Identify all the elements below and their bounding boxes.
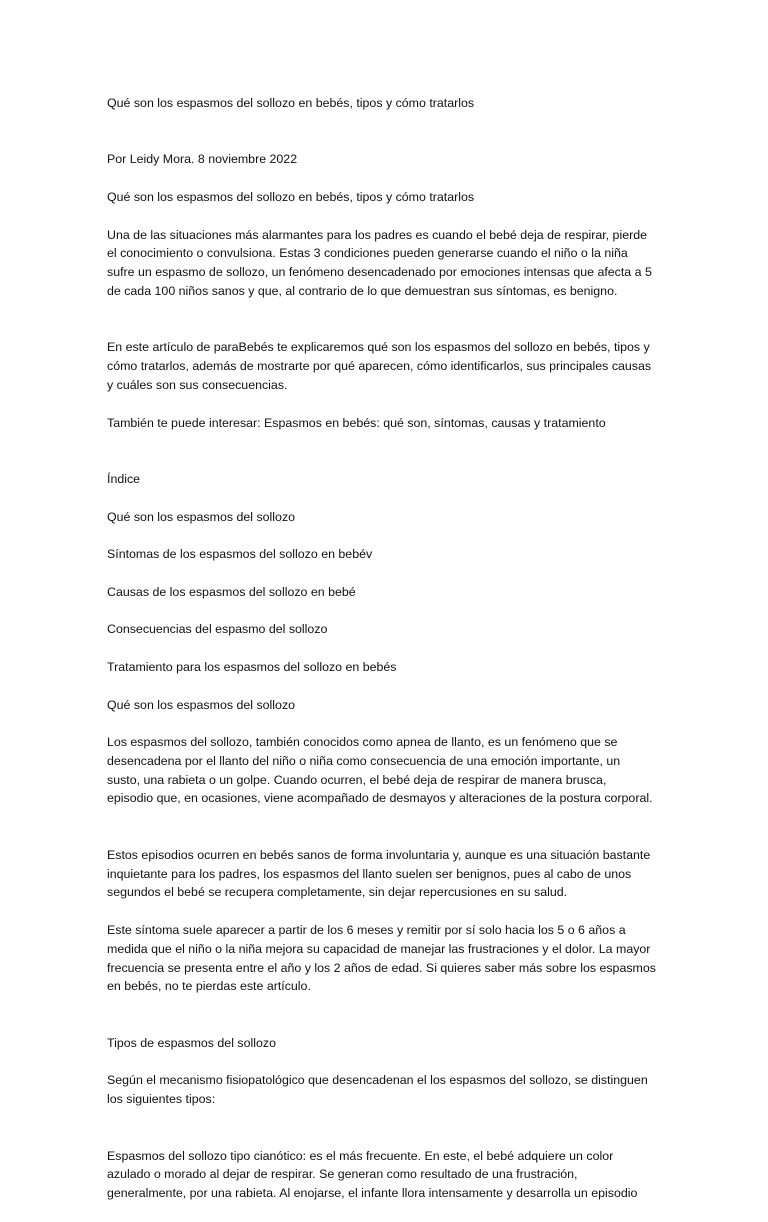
related-article-link[interactable]: También te puede interesar: Espasmos en bebés: qué son, síntomas, causas y tratamiento: [107, 415, 606, 430]
index-heading: Índice: [107, 471, 141, 486]
document-title: Qué son los espasmos del sollozo en bebés, tipos y cómo tratarlos: [107, 96, 475, 110]
section1-paragraph-1: Los espasmos del sollozo, también conocidos como apnea de llanto, es un fenómeno que se desencadena por el llanto del niño o niña como consecuencia de una emoción importante, un susto, una rabieta o un golpe. Cuando ocurren, el bebé deja de respirar de manera brusca, episodio que, en ocasiones, viene acompañado de desmayos y alteraciones de la postura corporal.: [107, 735, 653, 806]
section2-paragraph-1: Según el mecanismo fisiopatológico que desencadenan el los espasmos del sollozo, se distinguen los siguientes tipos:: [107, 1073, 648, 1107]
section1-paragraph-3: Este síntoma suele aparecer a partir de los 6 meses y remitir por sí solo hacia los 5 o 6 años a medida que el niño o la niña mejora su capacidad de manejar las frustraciones y el dolor. La mayor frecuencia se presenta entre el año y los 2 años de edad. Si quieres saber más sobre los espasmos en bebés, no te pierdas este artículo.: [107, 923, 656, 994]
section-heading-what-are: Qué son los espasmos del sollozo: [107, 697, 296, 712]
index-item[interactable]: Causas de los espasmos del sollozo en bebé: [107, 584, 356, 599]
document-subtitle: Qué son los espasmos del sollozo en bebés, tipos y cómo tratarlos: [107, 189, 475, 204]
byline: Por Leidy Mora. 8 noviembre 2022: [107, 152, 298, 167]
byline-block: [107, 132, 667, 320]
paragraph-article-overview: En este artículo de paraBebés te explicaremos qué son los espasmos del sollozo en bebés, tipos y cómo tratarlos, además de mostrarte por qué aparecen, cómo identificarlos, sus principales causas y cuáles son sus consecuencias.: [107, 340, 652, 392]
index-item[interactable]: Consecuencias del espasmo del sollozo: [107, 622, 328, 637]
section2-paragraph-2: Espasmos del sollozo tipo cianótico: es el más frecuente. En este, el bebé adquiere un color azulado o morado al dejar de respirar. Se generan como resultado de una frustración, generalmente, por una rabieta. Al enojarse, el infante llora intensamente y desarrolla un episodio: [107, 1148, 638, 1201]
table-of-contents: [107, 451, 667, 827]
types-section: [107, 1015, 667, 1128]
index-item[interactable]: Qué son los espasmos del sollozo: [107, 509, 296, 524]
index-item[interactable]: Síntomas de los espasmos del sollozo en bebév: [107, 547, 373, 562]
index-item[interactable]: Tratamiento para los espasmos del sollozo en bebés: [107, 659, 397, 674]
section1-paragraph-2: Estos episodios ocurren en bebés sanos de forma involuntaria y, aunque es una situación bastante inquietante para los padres, los espasmos del llanto suelen ser benignos, pues al cabo de unos segundos el bebé se recupera completamente, sin dejar repercusiones en su salud.: [107, 847, 651, 900]
intro-paragraph: Una de las situaciones más alarmantes para los padres es cuando el bebé deja de respirar, pierde el conocimiento o convulsiona. Estas 3 condiciones pueden generarse cuando el niño o la niña sufre un espasmo de sollozo, un fenómeno desencadenado por emociones intensas que afecta a 5 de cada 100 niños sanos y que, al contrario de lo que demuestran sus síntomas, es benigno.: [107, 227, 652, 298]
section-heading-types: Tipos de espasmos del sollozo: [107, 1035, 276, 1050]
document-page: [107, 94, 667, 1222]
